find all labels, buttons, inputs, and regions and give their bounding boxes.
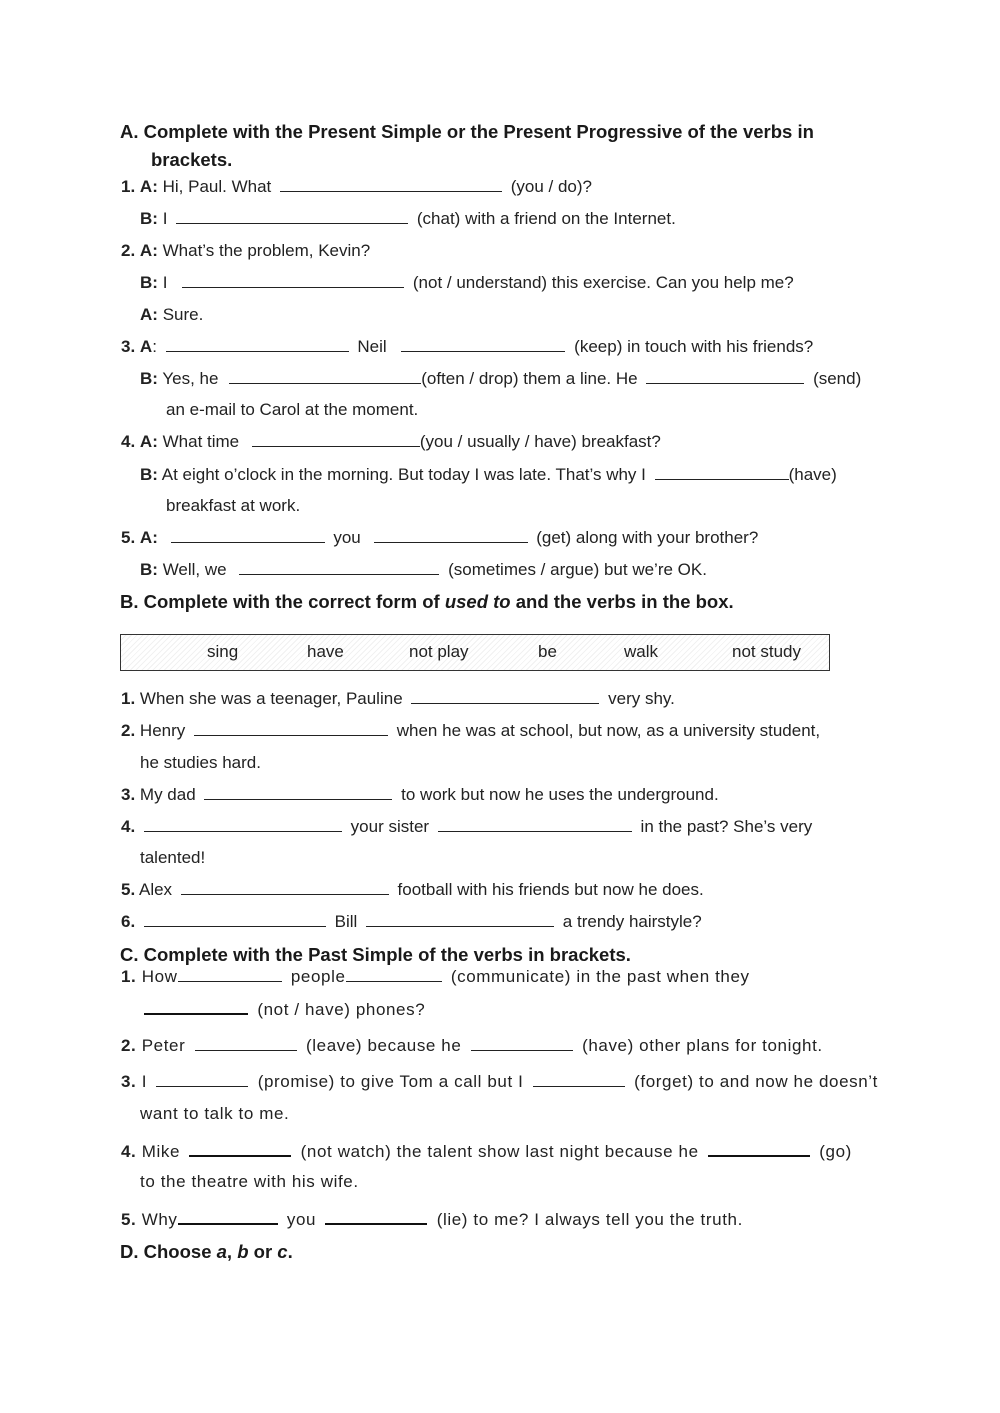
verb-hint: (you / do)? [510,177,592,196]
b-q6 [121,911,702,933]
question-number: 3. [121,785,136,804]
answer-blank[interactable] [366,911,554,927]
question-number: 5. [121,880,136,899]
option-a-letter: a [216,1241,227,1262]
sentence-text: Bill [334,912,358,931]
answer-blank[interactable] [533,1071,625,1087]
dialogue-text: Sure. [162,305,204,324]
a-q2-line-a [121,240,370,262]
answer-blank[interactable] [166,336,349,352]
b-q4-cont: talented! [140,848,206,867]
dialogue-text: Well, we [162,560,227,579]
question-number: 4. [121,432,136,451]
sentence-text: very shy. [608,689,675,708]
question-number: 4. [121,817,136,836]
speaker-label: A [139,337,153,356]
heading-emphasis: used to [444,591,511,612]
b-q1 [121,688,675,710]
sentence-text: your sister [350,817,430,836]
answer-blank[interactable] [239,559,439,575]
word-box-item: not study [732,642,801,661]
sentence-text: (have) other plans for tonight. [582,1036,823,1055]
b-q5 [121,879,704,901]
b-q2 [121,720,820,742]
word-box-item: be [538,642,557,661]
verb-hint: (not / understand) this exercise. Can you help me? [412,273,794,292]
answer-blank[interactable] [655,464,789,480]
sentence-text: you [286,1210,317,1229]
section-c-heading: C. Complete with the Past Simple of the verbs in brackets. [120,944,631,965]
option-b-letter: b [237,1241,249,1262]
dialogue-text: What’s the problem, Kevin? [162,241,371,260]
question-number: 1. [121,689,136,708]
sentence-text: (leave) because he [306,1036,462,1055]
question-number: 2. [121,1036,137,1055]
b-q4 [121,816,812,838]
question-number: 2. [121,721,136,740]
question-number: 1. [121,177,136,196]
word-box-item: walk [624,642,659,661]
sentence-text: (not watch) the talent show last night because he [300,1142,699,1161]
sentence-text: when he was at school, but now, as a university student, [396,721,821,740]
heading-text: B. Complete with the correct form of [120,591,445,612]
sentence-text: Why [141,1210,178,1229]
sentence-text: How [141,967,178,986]
word-box-item: have [307,642,344,661]
c-q3-cont: want to talk to me. [140,1104,290,1123]
dialogue-text: At eight o’clock in the morning. But today I was late. That’s why I [161,465,646,484]
a-q4-line-b-cont: breakfast at work. [166,496,301,515]
c-q1 [121,966,750,988]
word-box-item: sing [207,642,239,661]
question-number: 3. [121,337,136,356]
dialogue-text: Neil [357,337,387,356]
a-q5-line-b [140,559,707,581]
b-q3 [121,784,719,806]
sentence-text: When she was a teenager, Pauline [139,689,403,708]
heading-text: or [248,1241,278,1262]
a-q2-line-a2 [140,304,203,326]
sentence-text: Alex [138,880,173,899]
verb-hint: (sometimes / argue) but we’re OK. [448,560,707,579]
question-number: 6. [121,912,136,931]
heading-text: and the verbs in the box. [510,591,734,612]
answer-blank[interactable] [252,431,420,447]
heading-text: . [287,1241,293,1262]
speaker-label: B: [140,465,158,484]
answer-blank[interactable] [195,1035,297,1051]
answer-blank[interactable] [280,176,502,192]
sentence-text: people [290,967,346,986]
sentence-text: to work but now he uses the underground. [401,785,719,804]
section-a-heading: A. Complete with the Present Simple or the Present Progressive of the verbs in [120,121,814,142]
a-q2-line-b [140,272,794,294]
answer-blank[interactable] [471,1035,573,1051]
word-box-item: not play [409,642,469,661]
answer-blank[interactable] [189,1140,291,1157]
sentence-text: (go) [819,1142,852,1161]
verb-hint: (send) [813,369,862,388]
speaker-label: B: [140,560,158,579]
c-q4 [121,1140,852,1163]
speaker-label: B: [140,369,158,388]
answer-blank[interactable] [708,1140,810,1157]
a-q1-line-b [140,208,676,230]
question-number: 5. [121,528,136,547]
heading-text: , [226,1241,238,1262]
a-q4-line-a [121,431,661,453]
question-number: 2. [121,241,136,260]
answer-blank[interactable] [346,966,442,982]
sentence-text: My dad [139,785,196,804]
dialogue-text: you [333,528,361,547]
c-q4-cont: to the theatre with his wife. [140,1172,359,1191]
answer-blank[interactable] [176,208,408,224]
answer-blank[interactable] [401,336,565,352]
sentence-text: Henry [139,721,186,740]
speaker-label: A: [140,305,158,324]
verb-hint: (have) [788,465,837,484]
section-a-heading-cont: brackets. [151,149,233,170]
c-q2 [121,1035,823,1057]
sentence-text: (lie) to me? I always tell you the truth. [436,1210,743,1229]
answer-blank[interactable] [144,911,326,927]
answer-blank[interactable] [156,1071,248,1087]
answer-blank[interactable] [181,879,389,895]
answer-blank[interactable] [325,1208,427,1225]
speaker-label: A: [139,177,158,196]
answer-blank[interactable] [171,527,325,543]
answer-blank[interactable] [646,368,804,384]
sentence-text: Peter [141,1036,186,1055]
sentence-text: football with his friends but now he does. [397,880,704,899]
c-q3 [121,1071,878,1093]
sentence-text: I [141,1072,148,1091]
heading-text: D. Choose [120,1241,217,1262]
c-q1-cont [140,998,425,1021]
answer-blank[interactable] [178,1208,278,1225]
answer-blank[interactable] [144,998,248,1015]
answer-blank[interactable] [178,966,282,982]
answer-blank[interactable] [411,688,599,704]
speaker-label: A: [139,241,158,260]
dialogue-text: I [162,209,168,228]
answer-blank[interactable] [229,368,421,384]
a-q1-line-a [121,176,592,198]
speaker-label: B: [140,209,158,228]
answer-blank[interactable] [194,720,388,736]
sentence-text: (not / have) phones? [257,1000,426,1019]
answer-blank[interactable] [182,272,404,288]
sentence-text: (forget) to and now he doesn’t [634,1072,878,1091]
verb-hint: (you / usually / have) breakfast? [419,432,661,451]
b-q2-cont: he studies hard. [140,753,261,772]
answer-blank[interactable] [144,816,342,832]
verb-hint: (chat) with a friend on the Internet. [416,209,676,228]
word-box [120,634,830,671]
verb-hint: (often / drop) them a line. He [421,369,638,388]
question-number: 4. [121,1142,137,1161]
answer-blank[interactable] [374,527,528,543]
sentence-text: a trendy hairstyle? [562,912,702,931]
sentence-text: (promise) to give Tom a call but I [257,1072,524,1091]
c-q5 [121,1208,743,1231]
speaker-label: A: [139,528,158,547]
question-number: 1. [121,967,137,986]
speaker-label: B: [140,273,158,292]
verb-hint: (keep) in touch with his friends? [574,337,814,356]
section-b-heading [120,591,734,613]
dialogue-text: What time [162,432,240,451]
section-d-heading [120,1241,293,1263]
a-q4-line-b [140,464,837,486]
a-q5-line-a [121,527,758,549]
a-q3-line-b-cont: an e-mail to Carol at the moment. [166,400,419,419]
question-number: 3. [121,1072,137,1091]
sentence-text: Mike [141,1142,181,1161]
colon: : [152,337,157,356]
question-number: 5. [121,1210,137,1229]
sentence-text: (communicate) in the past when they [450,967,750,986]
verb-hint: (get) along with your brother? [536,528,759,547]
answer-blank[interactable] [204,784,392,800]
dialogue-text: Hi, Paul. What [162,177,272,196]
option-c-letter: c [277,1241,288,1262]
speaker-label: A: [139,432,158,451]
answer-blank[interactable] [438,816,632,832]
dialogue-text: I [162,273,168,292]
a-q3-line-a [121,336,813,358]
dialogue-text: Yes, he [162,369,219,388]
a-q3-line-b [140,368,861,390]
sentence-text: in the past? She’s very [640,817,813,836]
